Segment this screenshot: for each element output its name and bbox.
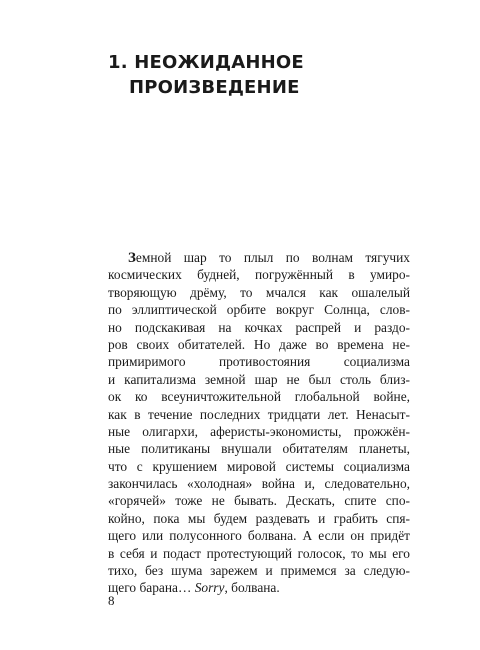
text-line: в себя и подаст протестующий голосок, то мы его (108, 545, 410, 561)
text-line: примиримого противостояния социализма (108, 354, 410, 370)
text-line: как в течение последних тридцати лет. Ненасыт- (108, 406, 410, 422)
chapter-title-line-2: ПРОИЗВЕДЕНИЕ (129, 77, 300, 98)
text-line: но подскакивая на кочках распрей и раздо- (108, 319, 410, 335)
text-line-last (108, 579, 410, 596)
text-line: закончилась «холодная» война и, следовательно, (108, 476, 410, 492)
last-line-italic: Sorry (194, 580, 225, 596)
text-line: ок ко всеуничтожительной глобальной войне, (108, 389, 410, 405)
first-line-text: емной шар то плыл по волнам тягучих (135, 250, 410, 265)
drop-cap: З (128, 250, 136, 266)
text-line: космических будней, погружённый в умиро- (108, 267, 410, 283)
last-line-start: щего барана… (108, 580, 195, 596)
body-paragraph (108, 249, 410, 597)
chapter-title (108, 50, 398, 100)
text-line: койно, пока мы будем раздевать и грабить спя- (108, 510, 410, 526)
text-line-1 (108, 249, 410, 266)
page-number: 8 (108, 593, 115, 608)
text-line: «горячей» тоже не бывать. Дескать, спите спо- (108, 493, 410, 509)
text-line: творяющую дрёму, то мчался как ошалелый (108, 284, 410, 300)
text-line: ные политиканы внушали обитателям планеты, (108, 441, 410, 457)
text-line: тихо, без шума зарежем и примемся за следую- (108, 563, 410, 579)
text-line: ные олигархи, аферисты-экономисты, прожжён- (108, 423, 410, 439)
text-line: ров своих обитателей. Но даже во времена не- (108, 336, 410, 352)
text-line: и капитализма земной шар не был столь близ- (108, 371, 410, 387)
text-line: щего или полусонного болвана. А если он придёт (108, 528, 410, 544)
chapter-title-line-1: 1. НЕОЖИДАННОЕ (108, 52, 304, 73)
text-line: по эллиптической орбите вокруг Солнца, слов- (108, 302, 410, 318)
text-line: что с крушением мировой системы социализма (108, 458, 410, 474)
last-line-end: , болвана. (224, 580, 280, 596)
